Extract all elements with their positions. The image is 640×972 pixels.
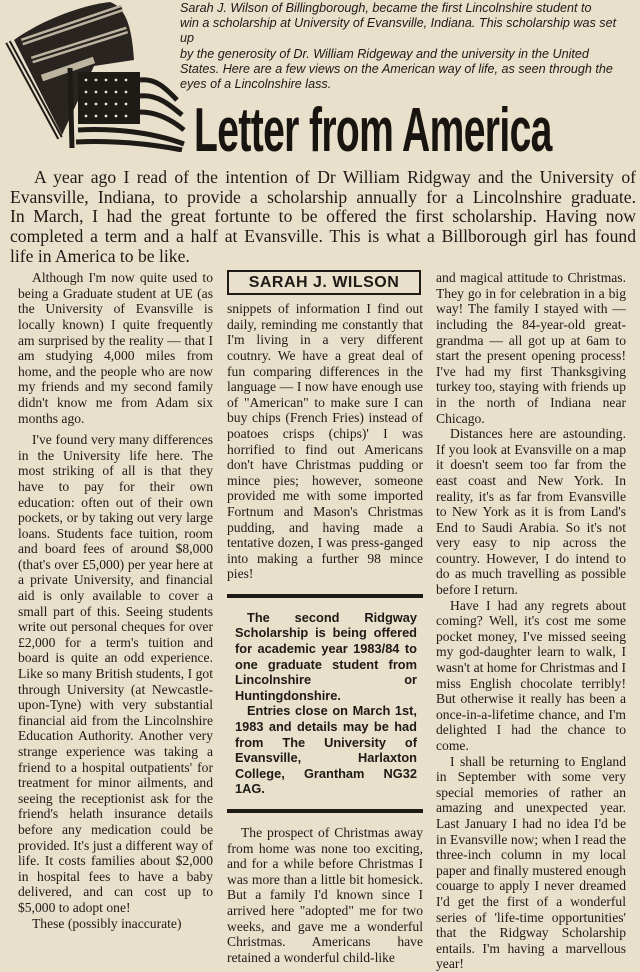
intro-line: completed a term and a half at Evansville. This is what a Billborough girl has found xyxy=(10,226,636,246)
intro-line: A year ago I read of the intention of Dr William Ridgway and the University of xyxy=(34,167,636,188)
paragraph: Have I had any regrets about coming? Well, it's cost me some pocket money, I've missed seeing my god-daughter learn to walk, I wasn't at home for Christmas and I miss English chocolate terribly! But otherwise it really has been a once-in-a-lifetime chance, and I'm delighted I had the chance to come. xyxy=(436,597,626,753)
paragraph: The prospect of Christmas away from home was none too exciting, and for a while before Christmas I was more than a little bit homesick. But a family I'd known since I arrived here "adopted" me for two weeks, and gave me a wonderful Christmas. Americans have retained a wonderful child-like xyxy=(227,825,423,965)
column-1 xyxy=(18,270,213,931)
standfirst xyxy=(180,1,632,92)
notice-paragraph: Entries close on March 1st, 1983 and details may be had from The University of Evansville, Harlaxton College, Grantham NG32 1AG. xyxy=(235,703,417,797)
article-columns xyxy=(0,270,640,972)
paragraph: and magical attitude to Christmas. They go in for celebration in a big way! The family I stayed with — including the 84-year-old great-grandma — all got up at 6am to start the present opening process! I've had my first Thanksgiving turkey too, staying with friends up in the north of Indiana near Chicago. xyxy=(436,270,626,426)
column-2 xyxy=(227,270,423,965)
notice-paragraph: The second Ridgway Scholarship is being offered for academic year 1983/84 to one graduate student from Lincolnshire or Huntingdonshire. xyxy=(235,609,417,703)
paragraph: I shall be returning to England in September with some very special memories of rather an amazing and unexpected year. Last January I had no idea I'd be in Evansville now; when I read the three-inch column in my local paper and finally mustered enough couarge to apply I never dreamed I'd get the first of a wonderful series of 'life-time opportunities' that the Ridgway Scholarship entails. I'm having a marvellous year! xyxy=(436,753,626,972)
column-3 xyxy=(436,270,626,972)
standfirst-line: States. Here are a few views on the American way of life, as seen through the xyxy=(180,61,613,76)
intro-paragraph xyxy=(10,168,636,266)
divider-rule xyxy=(227,594,423,598)
intro-line: life in America to be like. xyxy=(10,245,190,266)
divider-rule xyxy=(227,809,423,813)
header-text xyxy=(180,0,632,164)
article-header xyxy=(0,0,640,164)
standfirst-line: Sarah J. Wilson of Billingborough, became the first Lincolnshire student to xyxy=(180,1,592,15)
paragraph: Distances here are astounding. If you look at Evansville on a map it doesn't seem too far from the east coast and New York. In reality, it's as far from Evansville to New York as it is from Land's End to Saudi Arabia. So it's not very easy to nip across the country. However, I do intend to do as much travelling as possible before I return. xyxy=(436,426,626,598)
standfirst-line: eyes of a Lincolnshire lass. xyxy=(180,77,332,92)
byline: SARAH J. WILSON xyxy=(227,270,421,295)
paragraph: Although I'm now quite used to being a Graduate student at UE (as the University of Evansville is locally known) I quite frequently am surprised by the reality — that I am studying 4,000 miles from home, and the people who are now my friends and my second family didn't know me from Adam six months ago. xyxy=(18,270,213,426)
intro-line: In March, I had the great fortunte to be offered the first scholarship. Having now xyxy=(10,206,636,227)
paragraph: snippets of information I find out daily, reminding me constantly that I'm living in a very different coutnry. We have a great deal of fun comparing differences in the language — I now have enough use of "American" to make sure I can buy chips (French Fries) instead of poatoes crisps (chips)' I was horrified to find out Americans don't have Christmas pudding or mince pies; however, someone provided me with some imported Fortnum and Mason's Christmas pudding, and having made a tentative dozen, I was press-ganged into making a further 98 mince pies! xyxy=(227,301,423,582)
standfirst-line: win a scholarship at University of Evansville, Indiana. This scholarship was set up xyxy=(180,16,617,46)
union-jack-and-us-flags-icon xyxy=(2,0,187,152)
headline-wrap xyxy=(180,98,632,164)
scholarship-notice xyxy=(227,610,423,797)
intro-line: Evansville, Indiana, to provide a scholarship annually for a Lincolnshire graduate. xyxy=(10,186,636,207)
standfirst-line: by the generosity of Dr. William Ridgeway and the university in the United xyxy=(180,46,589,61)
paragraph: These (possibly inaccurate) xyxy=(32,915,182,931)
paragraph: I've found very many differences in the University life here. The most striking of all is that they have to pay for their own education: often out of their own pockets, or by taking out very large loans. Students face tuition, room and board fees of around $8,000 (that's over £5,000) per year here at a private University, and financial aid is only available to cover a small part of this. Seeing students write out personal cheques for over £2,000 for a term's tuition and board is quite an odd experience. Like so many British students, I got through University (at Newcastle-upon-Tyne) with very substantial financial aid from the Lincolnshire Education Authority. Another very strange experience was taking a friend to a hospital outpatients' for treatment for minor ailments, and seeing the receptionist ask for the friend's helath insurance details before any medication could be provided. It's just a different way of life. It costs families about $2,000 in hospital fees to have a baby delivered, and can cost up to $5,000 to adopt one! xyxy=(18,432,213,915)
headline: Letter from America xyxy=(194,96,552,166)
